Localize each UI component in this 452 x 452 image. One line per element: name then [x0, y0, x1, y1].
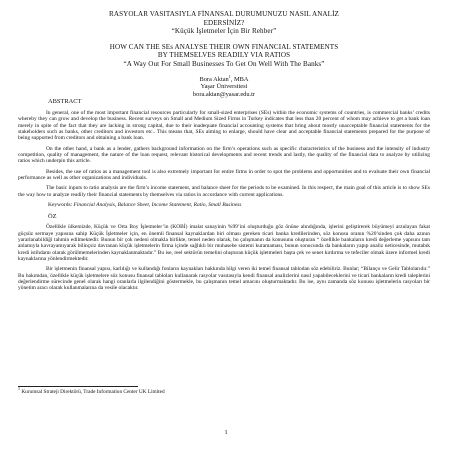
abstract-paragraph-2: On the other hand, a bank as a lender, gathers background information on the firm’s operations such as specific characteristics of the business and the intensity of industry competition, quality of management, the nature of the loan request, relevant historical developments and recent trends and lastly, the quality of the financial data to analyze by utilizing ratios which underpin this article. [18, 145, 430, 165]
abstract-paragraph-4: The basic inputs to ratio analysis are the firm’s income statement, and balance sheet for the periods to be examined. In this respect, the main goal of this article is to show SEs the way how to analyze readily their financial statements by themselves via ratios in accordance with current applications. [18, 185, 430, 198]
author-footnote-mark: 1 [228, 73, 231, 79]
keywords-label: Keywords: [48, 202, 73, 209]
english-title-line1: HOW CAN THE SEs ANALYSE THEIR OWN FINANCIAL STATEMENTS [109, 42, 339, 51]
footnote-text: Kurumsal Strateji Direktörü, Trade Information Center UK Limited [20, 389, 165, 395]
author-name: Bora Aktan [199, 75, 229, 83]
author-suffix: , MBA [230, 75, 249, 83]
footnote-mark: 1 [18, 386, 20, 392]
oz-paragraph-2: Bir işletmenin finansal yapısı, karlılığı ve kullandığı fonların kaynakları hakkında bilgi veren iki temel finansal tablodan söz edebiliriz. Bunlar; “Bilanço ve Gelir Tablolarıdır.” Bu bakımdan, özellikle küçük işletmelere söz konusu finansal tabloları kullanarak rasyolar vasıtasıyla kendi finansal analizlerini nasıl yapabileceklerini ve ticari bankaların kredi taleplerini değerlendirme sürecinde genel olarak hangi oranlarla ilgilendiğini göstermekle, bu çalışmanın temel amacını oluşturmaktadır. Bu ise, aynı zamanda söz konusu işletmelerin rasyoları bir yönetim aracı olarak kullanmalarına da vesile olacaktır. [18, 266, 430, 292]
oz-heading: ÖZ [48, 212, 57, 220]
abstract-heading: ABSTRACT [48, 98, 82, 106]
keywords-line [48, 202, 430, 209]
turkish-title-line2: EDERSİNİZ? [203, 18, 245, 27]
author-line [18, 73, 430, 84]
abstract-paragraph-3: Besides, the use of ratios as a management tool is also extremely important for entire firms in order to spot the problems and opportunities and to evaluate their own financial performance as well as other organizations and individuals. [18, 168, 430, 182]
english-title-line2: BY THEMSELVES READILY VIA RATIOS [157, 51, 291, 60]
oz-paragraph-1: Özellikle ülkemizde, Küçük ve Orta Boy İşletmeler’in (KOBİ) imalat sanayinin %99’ini oluşturduğu göz önüne alındığında, işlerini geliştirerek büyümeyi arzulayan fakat güçsüz sermaye yapısına sahip Küçük İşletmeler için, en önemli finansal kaynaklardan biri olması gereken ticari banka kredilerinden, söz konusu oranın %20’sinden çok daha azının yararlanabildiği tahmin edilmektedir. Bunun bir çok nedeni olmakla birlikte, temel neden olarak, bu çalışmanın da konusunu oluşturan “ özellikle bankaların kredi değerleme yapısını tam anlamıyla kavrayamıyarak bilinçsiz davranan küçük işletmelerin firma içinde sağlıklı bir muhasebe sistemi kuramaması, bunun sonucunda da bankaların yapıp analiz neticesinde, mutabık kredi istihdamı olarak görülmemelerinden kaynaklanmaktadır.” Bu ise, reel sektörün temelini oluşturan küçük işletmeleri başta çek ve senet kırdırma ve tefeciler olmak üzere informel kredi kaynaklarına yönlendirmektedir. [18, 224, 430, 262]
abstract-paragraph-1: In general, one of the most important financial resources particularly for small-sized enterprises (SEs) within the economic systems of countries, is commercial banks’ credits whereby they can grow and develop the business. Recent surveys on Small and Medium Sized Firms in Turkey indicates that less than 20 percent of whom may achieve to get a bank loan merely in spite of the fact that they are lacking in strong capital, due to their inadequate financial accounting systems that bring about mostly unacceptable financial statements for the stakeholders such as banks, other creditors and investors etc.. This means that, SEs aiming to enlarge, should have clear and acceptable financial statements prepared for the purpose of being supported from creditors and obtaining a bank loan. [18, 109, 430, 142]
footnote [18, 386, 165, 395]
turkish-title-line1: RASYOLAR VASITASIYLA FİNANSAL DURUMUNUZU NASIL ANALİZ [109, 10, 339, 18]
page-number: 1 [224, 429, 228, 436]
author-university: Yaşar Üniversitesi [200, 83, 248, 91]
turkish-subtitle: “Küçük İşletmeler İçin Bir Rehber” [171, 27, 277, 36]
keywords-list: Financial Analysis, Balance Sheet, Income Statement, Ratio, Small Business [73, 202, 242, 209]
english-subtitle: “A Way Out For Small Businesses To Get On Well With The Banks” [123, 59, 325, 68]
footnote-divider [18, 386, 138, 387]
author-email: bora.aktan@yasar.edu.tr [192, 90, 256, 98]
